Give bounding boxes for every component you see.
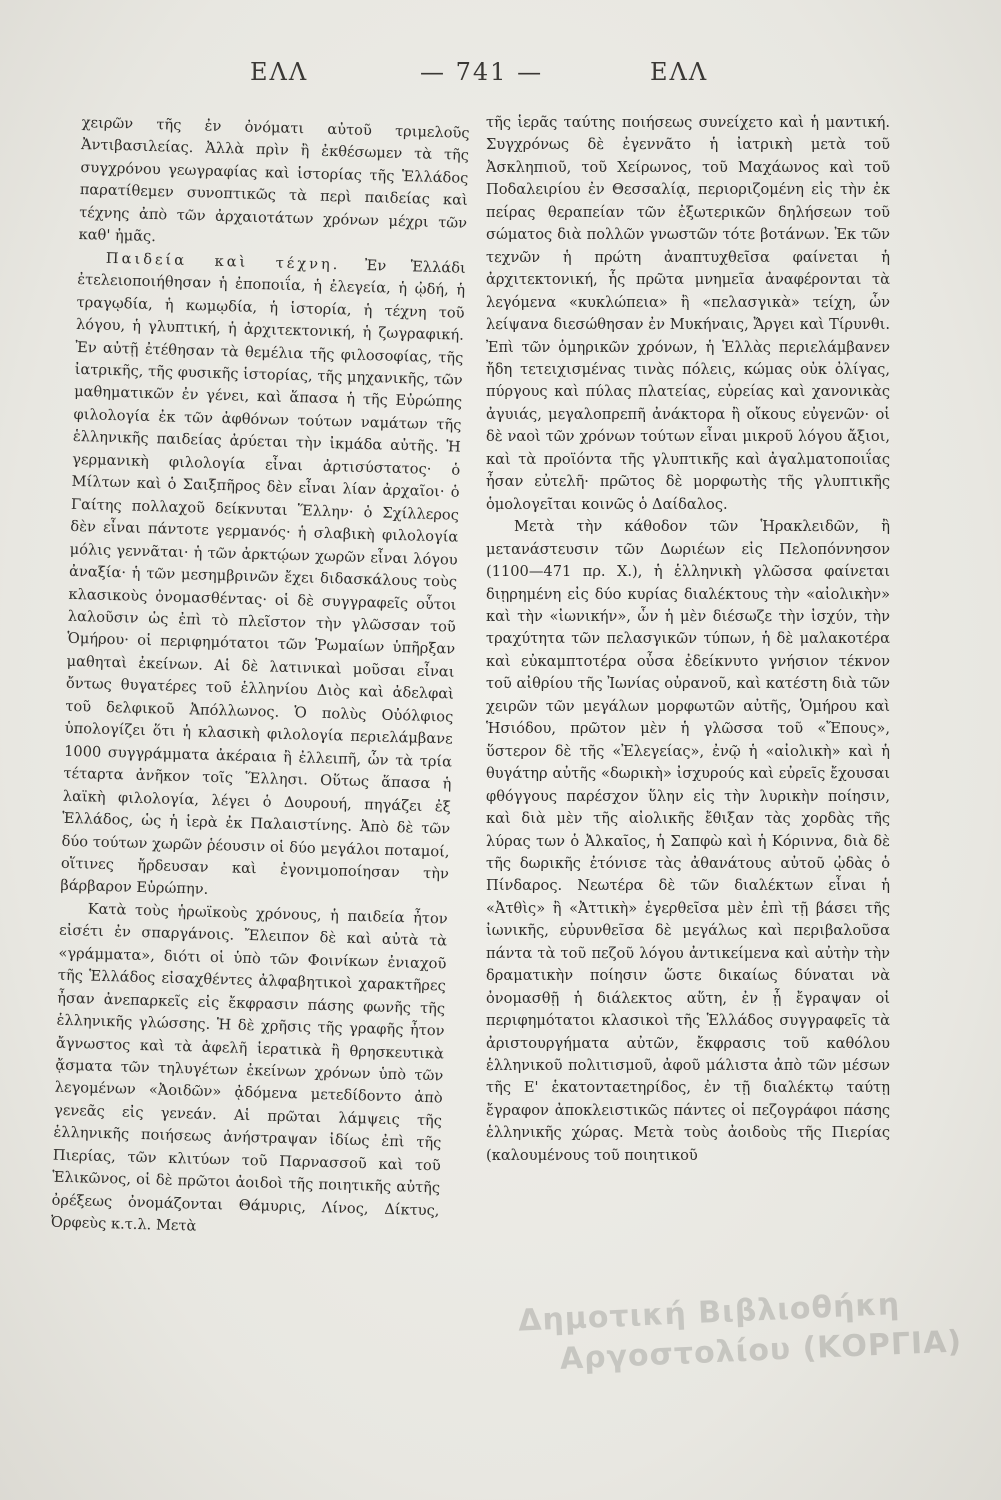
paragraph: χειρῶν τῆς ἐν ὀνόματι αὐτοῦ τριμελοῦς Ἀντιβασιλείας. Ἀλλὰ πρὶν ἢ ἐκθέσωμεν τὰ τῆς συγχρόνου γεωγραφίας καὶ ἱστορίας τῆς Ἑλλάδος παρατίθεμεν συνοπτικῶς τὰ περὶ παιδείας καὶ τέχνης ἀπὸ τῶν ἀρχαιοτάτων χρόνων μέχρι τῶν καθ' ἡμᾶς. — [78, 113, 470, 246]
paragraph: Κατὰ τοὺς ἡρωϊκοὺς χρόνους, ἡ παιδεία ἦτον εἰσέτι ἐν σπαργάνοις. Ἔλειπον δὲ καὶ αὐτὰ τὰ «γράμματα», διότι οἱ ὑπὸ τῶν Φοινίκων ἐνιαχοῦ τῆς Ἑλλάδος εἰσαχθέντες ἀλφαβητικοὶ χαρακτῆρες ἦσαν ἀνεπαρκεῖς εἰς ἔκφρασιν πάσης φωνῆς τῆς ἑλληνικῆς γλώσσης. Ἡ δὲ χρῆσις τῆς γραφῆς ἦτον ἄγνωστος καὶ τὰ ἀφελῆ ἱερατικὰ ἢ θρησκευτικὰ ᾄσματα τῶν τηλυγέτων ἐκείνων χρόνων ὑπὸ τῶν λεγομένων «Ἀοιδῶν» ᾀδόμενα μετεδίδοντο ἀπὸ γενεᾶς εἰς γενεάν. Αἱ πρῶται λάμψεις τῆς ἑλληνικῆς ποιήσεως ἀνήστραψαν ἰδίως ἐπὶ τῆς Πιερίας, τῶν κλιτύων τοῦ Παρνασσοῦ καὶ τοῦ Ἑλικῶνος, οἱ δὲ πρῶτοι ἀοιδοὶ τῆς ποιητικῆς αὐτῆς ὀρέξεως ὀνομάζονται Θάμυρις, Λίνος, Δίκτυς, Ὀρφεὺς κ.τ.λ. Μετὰ — [50, 900, 448, 1235]
paragraph: Μετὰ τὴν κάθοδον τῶν Ἡρακλειδῶν, ἢ μετανάστευσιν τῶν Δωριέων εἰς Πελοπόννησον (1100—471 πρ. Χ.), ἡ ἑλληνικὴ γλῶσσα φαίνεται διῃρημένη εἰς δύο κυρίας διαλέκτους τὴν «αἰολικὴν» καὶ τὴν «ἰωνικήν», ὧν ἡ μὲν διέσωζε τὴν ἰσχύν, τὴν τραχύτητα τῶν πελασγικῶν τύπων, ἡ δὲ μαλακοτέρα καὶ εὐκαμπτοτέρα οὖσα ἐδείκνυτο γνήσιον τέκνον τοῦ αἰθρίου τῆς Ἰωνίας οὐρανοῦ, καὶ κατέστη διὰ τῶν χειρῶν τῶν μεγάλων μορφωτῶν αὐτῆς, Ὁμήρου καὶ Ἡσιόδου, πρῶτον μὲν ἡ γλῶσσα τοῦ «Ἔπους», ὕστερον δὲ τῆς «Ἐλεγείας», ἐνῷ ἡ «αἰολικὴ» καὶ ἡ θυγάτηρ αὐτῆς «δωρικὴ» ἰσχυρούς καὶ εὐρεῖς ἔχουσαι φθόγγους παρέσχον ὕλην εἰς τὴν λυρικὴν ποίησιν, καὶ διὰ μὲν τῆς αἰολικῆς ἔθιξαν τὰς χορδὰς τῆς λύρας των ὁ Ἀλκαῖος, ἡ Σαπφὼ καὶ ἡ Κόριννα, διὰ δὲ τῆς δωρικῆς ἐτόνισε τὰς ἀθανάτους αὐτοῦ ᾠδὰς ὁ Πίνδαρος. Νεωτέρα δὲ τῶν διαλέκτων εἶναι ἡ «Ἀτθὶς» ἢ «Ἀττικὴ» ἐγερθεῖσα μὲν ἐπὶ τῇ βάσει τῆς ἰωνικῆς, εὐρυνθεῖσα δὲ μεγάλως καὶ περιβαλοῦσα πάντα τὰ τοῦ πεζοῦ λόγου ἀντικείμενα καὶ αὐτὴν τὴν δραματικὴν ποίησιν ὥστε δικαίως δύναται νὰ ὀνομασθῇ ἡ διάλεκτος αὕτη, ἐν ᾗ ἔγραψαν οἱ περιφημότατοι κλασικοὶ τῆς Ἑλλάδος συγγραφεῖς τὰ ἀριστουργήματα αὐτῶν, ἔκφρασις τοῦ καθόλου ἑλληνικοῦ πολιτισμοῦ, ἀφοῦ μάλιστα ἀπὸ τῶν μέσων τῆς Ε' ἑκατονταετηρίδος, ἐν τῇ διαλέκτῳ ταύτῃ ἔγραφον ἀποκλειστικῶς πάντες οἱ πεζογράφοι πάσης ἑλληνικῆς χώρας. Μετὰ τοὺς ἀοιδοὺς τῆς Πιερίας (καλουμένους τοῦ ποιητικοῦ — [486, 518, 890, 1164]
paragraph — [60, 247, 466, 909]
left-column — [51, 112, 470, 1245]
stamp-line: Αργοστολίου (ΚΟΡΓΙΑ) — [559, 1324, 963, 1377]
library-watermark-stamp — [517, 1282, 962, 1431]
paragraph-text: Ἐν Ἑλλάδι ἐτελειοποιήθησαν ἡ ἐποποιΐα, ἡ ἐλεγεία, ἡ ᾠδή, ἡ τραγῳδία, ἡ κωμῳδία, ἡ ἱστορία, ἡ τέχνη τοῦ λόγου, ἡ γλυπτική, ἡ ἀρχιτεκτονική, ἡ ζωγραφική. Ἐν αὐτῇ ἐτέθησαν τὰ θεμέλια τῆς φιλοσοφίας, τῆς ἰατρικῆς, τῆς φυσικῆς ἱστορίας, τῆς μηχανικῆς, τῶν μαθηματικῶν ἐν γένει, καὶ ἅπασα ἡ τῆς Εὐρώπης φιλολογία ἐκ τῶν ἀφθόνων τούτων ναμάτων τῆς ἑλληνικῆς παιδείας ἀρύεται τὴν ἰκμάδα αὐτῆς. Ἡ γερμανικὴ φιλολογία εἶναι ἀρτισύστατος· ὁ Μίλτων καὶ ὁ Σαιξπῆρος δὲν εἶναι λίαν ἀρχαῖοι· ὁ Γαίτης πολλαχοῦ δείκνυται Ἕλλην· ὁ Σχίλλερος δὲν εἶναι πάντοτε γερμανός· ἡ σλαβικὴ φιλολογία μόλις γεννᾶται· ἡ τῶν ἀρκτῴων χωρῶν εἶναι λόγου ἀναξία· ἡ τῶν μεσημβρινῶν ἔχει διδασκάλους τοὺς κλασικοὺς ὀνομασθέντας· οἱ δὲ συγγραφεῖς οὗτοι λαλοῦσιν ὡς ἐπὶ τὸ πλεῖστον τὴν γλῶσσαν τοῦ Ὁμήρου· οἱ περιφημότατοι τῶν Ῥωμαίων ὑπῆρξαν μαθηταὶ ἐκείνων. Αἱ δὲ λατινικαὶ μοῦσαι εἶναι ὄντως θυγατέρες τοῦ ἑλληνίου Διὸς καὶ ἀδελφαὶ τοῦ δελφικοῦ Ἀπόλλωνος. Ὁ πολὺς Οὐόλφιος ὑπολογίζει ὅτι ἡ κλασικὴ φιλολογία περιελάμβανε 1000 συγγράμματα ἀκέραια ἢ ἐλλειπῆ, ὧν τὰ τρία τέταρτα ἀνῆκον τοῖς Ἕλλησι. Οὕτως ἅπασα ἡ λαϊκὴ φιλολογία, λέγει ὁ Δουρουή, πηγάζει ἐξ Ἑλλάδος, ὡς ἡ ἱερὰ ἐκ Παλαιστίνης. Ἀπὸ δὲ τῶν δύο τούτων χωρῶν ῥέουσιν οἱ δύο μεγάλοι ποταμοί, οἵτινες ἤρδευσαν καὶ ἐγονιμοποίησαν τὴν βάρβαρον Εὐρώπην. — [60, 255, 467, 899]
running-header — [80, 58, 930, 98]
paragraph: τῆς ἱερᾶς ταύτης ποιήσεως συνείχετο καὶ ἡ μαντική. Συγχρόνως δὲ ἐγεννᾶτο ἡ ἰατρικὴ μετὰ τοῦ Ἀσκληπιοῦ, τοῦ Χείρωνος, τοῦ Μαχάωνος καὶ τοῦ Ποδαλειρίου ἐν Θεσσαλίᾳ, περιοριζομένη εἰς τὴν ἐκ πείρας θεραπείαν τῶν ἐξωτερικῶν δηλήσεων τοῦ σώματος διὰ πολλῶν γνωστῶν τότε βοτάνων. Ἐκ τῶν τεχνῶν ἡ πρώτη ἀναπτυχθεῖσα φαίνεται ἡ ἀρχιτεκτονική, ἧς πρῶτα μνημεῖα ἀναφέρονται τὰ λεγόμενα «κυκλώπεια» ἢ «πελασγικὰ» τείχη, ὧν λείψανα διεσώθησαν ἐν Μυκήναις, Ἄργει καὶ Τίρυνθι. Ἐπὶ τῶν ὁμηρικῶν χρόνων, ἡ Ἑλλὰς περιελάμβανεν ἤδη τετειχισμένας τινὰς πόλεις, κώμας οὐκ ὀλίγας, πύργους καὶ πύλας πλατείας, εὐρείας καὶ χανονικὰς ἀγυιάς, μεγαλοπρεπῆ ἀνάκτορα ἢ οἴκους εὐγενῶν· οἱ δὲ ναοὶ τῶν χρόνων τούτων εἶναι μικροῦ λόγου ἄξιοι, καὶ τὰ προϊόντα τῆς γλυπτικῆς καὶ ἀγαλματοποιΐας ἦσαν εὐτελῆ· πρῶτος δὲ μορφωτὴς τῆς γλυπτικῆς ὁμολογεῖται κοινῶς ὁ Δαίδαλος. — [486, 114, 890, 513]
header-left-guideword: ΕΛΛ — [250, 58, 309, 86]
page-number: — 741 — — [420, 58, 544, 86]
header-right-guideword: ΕΛΛ — [650, 58, 709, 86]
right-column — [486, 112, 890, 1167]
stamp-line: Δημοτική Βιβλιοθήκη — [517, 1286, 901, 1339]
section-heading: Παιδεία καὶ τέχνη. — [105, 249, 341, 273]
